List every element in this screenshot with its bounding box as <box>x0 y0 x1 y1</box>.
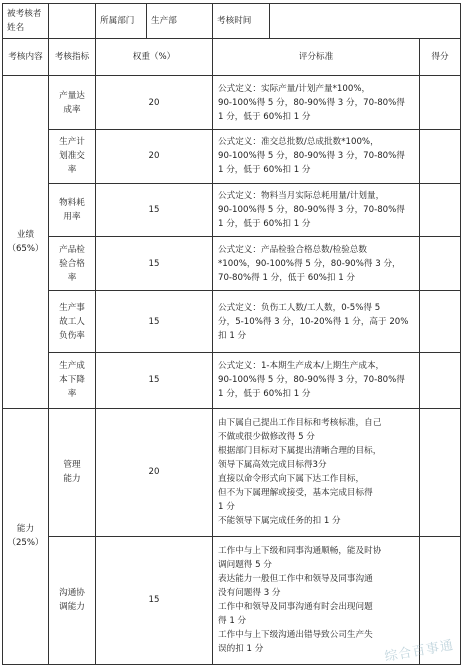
table-row <box>3 353 461 409</box>
weight-cell: 15 <box>96 237 213 291</box>
standard-line: 不做或很少做修改得 5 分 <box>218 432 315 443</box>
standard-line: 直接以命令形式向下属下达工作目标， <box>218 474 365 485</box>
standard-line: *100%，90-100%得 5 分，80-90%得 3 分， <box>218 258 401 269</box>
col-standard: 评分标准 <box>213 39 420 76</box>
standard-cell <box>213 353 420 409</box>
standard-line: 误的扣 1 分 <box>218 644 264 655</box>
weight-cell: 20 <box>96 129 213 183</box>
category-line: （65%） <box>7 244 44 255</box>
standard-line: 公式定义：负伤工人数/工人数，0-5%得 5 <box>218 302 381 313</box>
standard-line: 1 分，低于 60%扣 1 分 <box>218 389 311 400</box>
indicator-cell <box>49 353 96 409</box>
score-cell[interactable] <box>420 129 461 183</box>
indicator-line: 调能力 <box>59 602 85 613</box>
table-row <box>3 237 461 291</box>
standard-line: 工作中与上下级和同事沟通顺畅，能及时协 <box>218 546 382 557</box>
indicator-line: 管理 <box>63 460 81 471</box>
standard-line: 得 1 分 <box>218 616 247 627</box>
standard-line: 领导下属高效完成目标得3分 <box>218 460 327 471</box>
standard-line: 公式定义：物料当月实际总耗用量/计划量， <box>218 191 385 202</box>
assessment-table <box>2 3 461 665</box>
table-row <box>3 129 461 183</box>
kpi-assessment-form <box>2 3 460 665</box>
indicator-cell <box>49 129 96 183</box>
indicator-cell <box>49 76 96 130</box>
col-indicator: 考核指标 <box>49 39 96 76</box>
standard-line: 公式定义：实际产量/计划产量*100%， <box>218 83 371 94</box>
standard-line: 90-100%得 5 分，80-90%得 3 分，70-80%得 <box>218 97 405 108</box>
column-header-row <box>3 39 461 76</box>
standard-line: 公式定义：产品检验合格总数/检验总数 <box>218 244 367 255</box>
indicator-cell <box>49 183 96 237</box>
examinee-label: 被考核者姓名 <box>3 4 49 39</box>
indicator-line: 生产计 <box>59 137 85 148</box>
indicator-line: 沟通协 <box>59 588 85 599</box>
score-cell[interactable] <box>420 237 461 291</box>
standard-line: 1 分，低于 60%扣 1 分 <box>218 219 311 230</box>
dept-label: 所属部门 <box>96 4 147 39</box>
indicator-line: 率 <box>67 272 77 283</box>
indicator-line: 故工人 <box>59 316 85 327</box>
indicator-cell <box>49 536 96 664</box>
standard-line: 根据部门目标对下属提出清晰合理的目标， <box>218 446 382 457</box>
score-cell[interactable] <box>420 76 461 130</box>
standard-cell <box>213 408 420 536</box>
weight-cell: 15 <box>96 536 213 664</box>
standard-line: 工作中和领导及同事沟通有时会出现问题 <box>218 602 373 613</box>
category-line: （25%） <box>7 538 44 549</box>
standard-line: 不能领导下属完成任务的扣 1 分 <box>218 516 341 527</box>
category-cell <box>3 76 49 409</box>
standard-line: 没有问题得 3 分 <box>218 588 281 599</box>
weight-cell: 20 <box>96 76 213 130</box>
standard-line: 公式定义：1-本期生产成本/上期生产成本， <box>218 361 385 372</box>
indicator-line: 本下降 <box>59 375 85 386</box>
standard-line: 90-100%得 5 分，80-90%得 3 分，70-80%得 <box>218 205 405 216</box>
standard-line: 工作中与上下级沟通出错导致公司生产失 <box>218 630 373 641</box>
table-row <box>3 183 461 237</box>
standard-cell <box>213 237 420 291</box>
standard-line: 90-100%得 5 分，80-90%得 3 分，70-80%得 <box>218 375 405 386</box>
indicator-line: 成率 <box>63 104 81 115</box>
table-row <box>3 408 461 536</box>
standard-line: 公式定义：准交总批数/总成批数*100%， <box>218 137 379 148</box>
col-weight: 权重（%） <box>96 39 213 76</box>
col-score: 得分 <box>420 39 461 76</box>
standard-line: 分，5-10%得 3 分，10-20%得 1 分，高于 20% <box>218 316 409 327</box>
standard-cell <box>213 291 420 353</box>
time-value[interactable] <box>270 4 461 39</box>
indicator-line: 用率 <box>63 212 81 223</box>
indicator-line: 能力 <box>63 474 81 485</box>
indicator-cell <box>49 237 96 291</box>
indicator-cell <box>49 408 96 536</box>
weight-cell: 15 <box>96 291 213 353</box>
weight-cell: 15 <box>96 353 213 409</box>
standard-line: 表达能力一般但工作中和领导及同事沟通 <box>218 574 373 585</box>
time-label: 考核时间 <box>213 4 270 39</box>
standard-line: 由下属自己提出工作目标和考核标准，自己 <box>218 418 382 429</box>
standard-line: 70-80%得 1 分，低于 60%扣 1 分 <box>218 272 355 283</box>
dept-value[interactable]: 生产部 <box>147 4 213 39</box>
standard-line: 但不为下属理解或接受，基本完成目标得 <box>218 488 373 499</box>
score-cell[interactable] <box>420 183 461 237</box>
header-info-row <box>3 4 461 39</box>
col-content: 考核内容 <box>3 39 49 76</box>
indicator-line: 率 <box>67 389 77 400</box>
examinee-value[interactable] <box>49 4 96 39</box>
indicator-cell <box>49 291 96 353</box>
indicator-line: 划准交 <box>59 151 85 162</box>
standard-line: 扣 1 分 <box>218 330 247 341</box>
indicator-line: 产品检 <box>59 244 85 255</box>
standard-line: 1 分，低于 60%扣 1 分 <box>218 165 311 176</box>
indicator-line: 率 <box>67 165 77 176</box>
score-cell[interactable] <box>420 291 461 353</box>
standard-cell <box>213 183 420 237</box>
indicator-line: 物料耗 <box>59 198 85 209</box>
indicator-line: 验合格 <box>59 258 85 269</box>
standard-line: 1 分 <box>218 502 235 513</box>
indicator-line: 产量达 <box>59 90 85 101</box>
standard-line: 调问题得 5 分 <box>218 560 272 571</box>
score-cell[interactable] <box>420 353 461 409</box>
category-line: 能力 <box>16 524 35 535</box>
table-row <box>3 291 461 353</box>
standard-cell <box>213 76 420 130</box>
weight-cell: 20 <box>96 408 213 536</box>
score-cell[interactable] <box>420 408 461 536</box>
standard-cell <box>213 129 420 183</box>
category-cell <box>3 408 49 664</box>
indicator-line: 生产事 <box>59 302 85 313</box>
standard-line: 1 分，低于 60%扣 1 分 <box>218 111 311 122</box>
watermark: 综合百事通 <box>383 638 456 665</box>
indicator-line: 负伤率 <box>59 330 85 341</box>
weight-cell: 15 <box>96 183 213 237</box>
category-line: 业绩 <box>16 230 35 241</box>
table-row <box>3 76 461 130</box>
indicator-line: 生产成 <box>59 361 85 372</box>
standard-line: 90-100%得 5 分，80-90%得 3 分，70-80%得 <box>218 151 405 162</box>
